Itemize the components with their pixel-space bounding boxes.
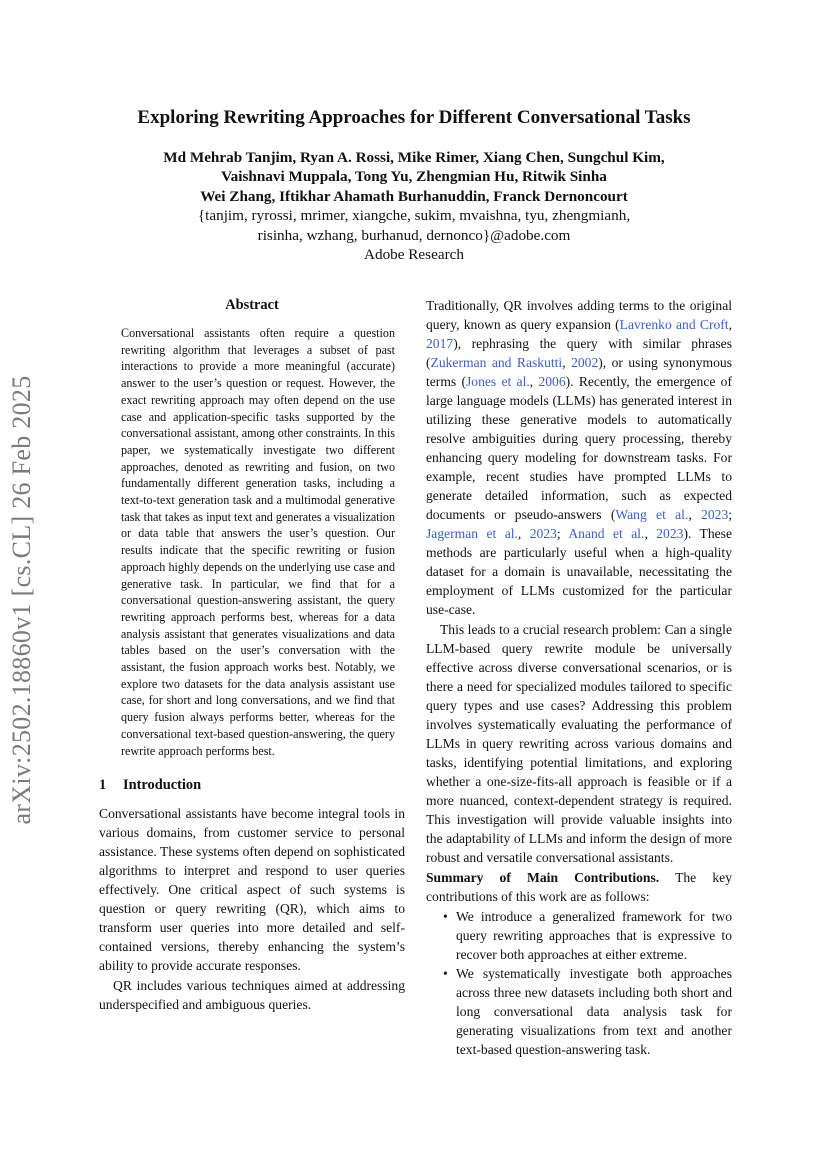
abstract-body: Conversational assistants often require a question rewriting algorithm that leverages a subset of past interactions to provide a more meaningful (accurate) answer to the user’s question or request. However, the exact rewriting approach may often depend on the use case and application-specific tasks supported by the conversational assistant, among other constraints. In this paper, we systematically investigate two different approaches, denoted as rewriting and fusion, on two fundamentally different generation tasks, including a text-to-text generation task and a multimodal generative task that takes as input text and generates a visualization or data table that answers the user’s question. Our results indicate that the specific rewriting or fusion approach highly depends on the underlying use case and generative task. In particular, we find that for a conversational question-answering assistant, the query rewriting approach performs best, whereas for a data analysis assistant that generates visualizations and data tables based on the user’s conversation with the assistant, the fusion approach works best. Notably, we explore two datasets for the data analysis assistant use case, for short and long conversations, and we find that query fusion always performs better, whereas for the conversational text-based question-answering, the query rewrite approach performs best. bbox=[121, 326, 395, 758]
author-line: Vaishnavi Muppala, Tong Yu, Zhengmian Hu, Ritwik Sinha bbox=[221, 168, 607, 186]
list-item bbox=[426, 907, 732, 964]
paper-title: Exploring Rewriting Approaches for Different Conversational Tasks bbox=[137, 107, 691, 128]
body-text: ; bbox=[728, 507, 733, 522]
author-emails: {tanjim, ryrossi, mrimer, xiangche, sukim, mvaishna, tyu, zhengmianh, bbox=[197, 207, 631, 225]
author-line: Wei Zhang, Iftikhar Ahamath Burhanuddin, Franck Dernoncourt bbox=[200, 187, 628, 205]
author-emails: risinha, wzhang, burhanud, dernonco}@adobe.com bbox=[257, 226, 571, 244]
body-text: ), or using synonymous terms ( bbox=[426, 355, 733, 389]
intro-paragraph: Conversational assistants have become integral tools in various domains, from customer service to personal assistance. These systems often depend on sophisticated algorithms to interpret and respond to user queries effectively. One critical aspect of such systems is question or query rewriting (QR), which aims to transform user queries into more detailed and self-contained versions, thereby enhancing the system’s ability to provide accurate responses. bbox=[99, 806, 405, 974]
bullet-icon: • bbox=[443, 966, 448, 981]
right-column bbox=[426, 296, 732, 1059]
body-text: , bbox=[562, 355, 572, 370]
contributions-paragraph bbox=[426, 868, 732, 906]
citation-link[interactable]: 2006 bbox=[538, 374, 566, 389]
citation-link[interactable]: Anand et al. bbox=[568, 526, 645, 541]
section-heading-introduction bbox=[99, 776, 405, 795]
citation-link[interactable]: 2017 bbox=[426, 336, 454, 351]
section-number: 1 bbox=[99, 777, 107, 794]
citation-link[interactable]: Jones et al. bbox=[466, 374, 530, 389]
contributions-list bbox=[426, 907, 732, 1059]
body-text: , bbox=[688, 507, 702, 522]
intro-paragraph: QR includes various techniques aimed at addressing underspecified and ambiguous queries. bbox=[99, 978, 405, 1013]
list-item-text: We systematically investigate both approaches across three new datasets including both short and long conversational data analysis task for generating visualizations from text and another text-based question-answering task. bbox=[456, 966, 732, 1057]
body-text: , bbox=[728, 317, 732, 332]
list-item-text: We introduce a generalized framework for two query rewriting approaches that is expressive to recover both approaches at either extreme. bbox=[456, 909, 732, 962]
bullet-icon: • bbox=[443, 909, 448, 924]
body-text: ). Recently, the emergence of large language models (LLMs) has generated interest in utilizing these generative models to automatically resolve ambiguities during query processing, thereby enhancing query modeling for downstream tasks. For example, recent studies have prompted LLMs to generate detailed information, such as expected documents or pseudo-answers ( bbox=[426, 374, 732, 522]
list-item bbox=[426, 964, 732, 1059]
body-text: Traditionally, QR involves adding terms to the original query, known as query expansion ( bbox=[426, 298, 732, 332]
author-affiliation: Adobe Research bbox=[364, 246, 464, 264]
arxiv-identifier-stamp: arXiv:2502.18860v1 [cs.CL] 26 Feb 2025 bbox=[7, 375, 36, 825]
citation-link[interactable]: Wang et al. bbox=[615, 507, 689, 522]
body-text: , bbox=[529, 374, 539, 389]
body-text: ). These methods are particularly useful when a high-quality dataset for a domain is unavailable, necessitating the employment of LLMs customized for the particular use-case. bbox=[426, 526, 732, 617]
section-title: Introduction bbox=[123, 777, 202, 794]
body-text: ; bbox=[556, 526, 569, 541]
body-text: , bbox=[644, 526, 657, 541]
intro-paragraph-continued bbox=[426, 296, 732, 619]
body-text: , bbox=[517, 526, 530, 541]
citation-link[interactable]: Zukerman and Raskutti bbox=[430, 355, 563, 370]
contributions-text: The key contributions of this work are as follows: bbox=[426, 870, 732, 904]
contributions-lead: Summary of Main Contributions. bbox=[426, 870, 660, 885]
citation-link[interactable]: 2023 bbox=[701, 507, 729, 522]
citation-link[interactable]: 2023 bbox=[656, 526, 684, 541]
research-problem-paragraph: This leads to a crucial research problem: Can a single LLM-based query rewrite module be universally effective across diverse conversational scenarios, or is there a need for specialized modules tailored to specific query types and use cases? Addressing this problem involves systematically evaluating the performance of LLMs in query rewriting across various domains and tasks, identifying potential limitations, and exploring whether a one-size-fits-all approach is feasible or if a more nuanced, context-dependent strategy is required. This investigation will provide valuable insights into the adaptability of LLMs and inform the design of more robust and versatile conversational assistants. bbox=[426, 622, 732, 865]
citation-link[interactable]: 2023 bbox=[529, 526, 557, 541]
citation-link[interactable]: 2002 bbox=[571, 355, 599, 370]
author-line: Md Mehrab Tanjim, Ryan A. Rossi, Mike Rimer, Xiang Chen, Sungchul Kim, bbox=[163, 149, 665, 166]
abstract-heading: Abstract bbox=[225, 297, 279, 313]
body-text: ), rephrasing the query with similar phrases ( bbox=[426, 336, 732, 370]
citation-link[interactable]: Jagerman et al. bbox=[426, 526, 518, 541]
left-column bbox=[99, 296, 405, 1014]
author-block bbox=[60, 148, 768, 264]
citation-link[interactable]: Lavrenko and Croft bbox=[619, 317, 729, 332]
